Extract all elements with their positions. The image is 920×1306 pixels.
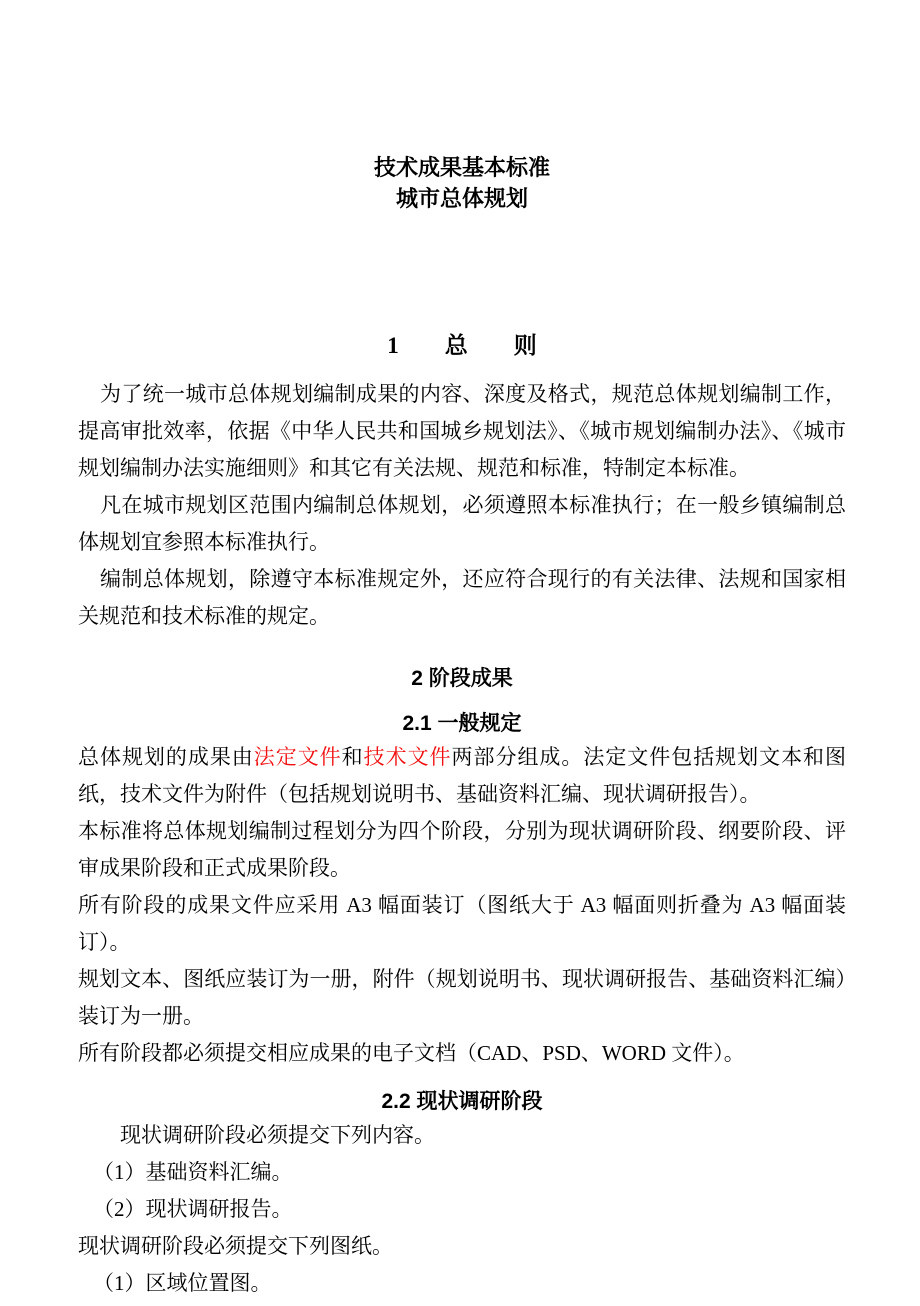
composition-text: 和: [341, 745, 364, 769]
technical-documents-link[interactable]: 技术文件: [363, 745, 452, 769]
section-2-1-paragraph: 本标准将总体规划编制过程划分为四个阶段，分别为现状调研阶段、纲要阶段、评审成果阶段和正式成果阶段。: [78, 819, 846, 880]
content-list-item: （2）现状调研报告。: [93, 1197, 293, 1221]
content-intro-paragraph: 现状调研阶段必须提交下列内容。: [120, 1123, 435, 1147]
section-2-1-paragraph: 所有阶段的成果文件应采用 A3 幅面装订（图纸大于 A3 幅面则折叠为 A3 幅面装订）。: [78, 893, 846, 954]
section-1-paragraph: 凡在城市规划区范围内编制总体规划，必须遵照本标准执行；在一般乡镇编制总体规划宜参照本标准执行。: [78, 493, 846, 554]
section-2-1-paragraph: 所有阶段都必须提交相应成果的电子文档（CAD、PSD、WORD 文件）。: [78, 1041, 745, 1065]
doc-title-line2: 城市总体规划: [395, 186, 528, 211]
composition-text: 总体规划的成果由: [78, 745, 254, 769]
legal-documents-link[interactable]: 法定文件: [253, 745, 342, 769]
section-2-2-heading: 2.2 现状调研阶段: [381, 1090, 543, 1113]
section-1-paragraph: 编制总体规划，除遵守本标准规定外，还应符合现行的有关法律、法规和国家相关规范和技术标准的规定。: [78, 567, 846, 628]
drawing-list-item: （1）区域位置图。: [93, 1271, 272, 1295]
drawings-intro-paragraph: 现状调研阶段必须提交下列图纸。: [78, 1234, 393, 1258]
doc-title-line1: 技术成果基本标准: [373, 155, 550, 180]
content-list-item: （1）基础资料汇编。: [93, 1160, 293, 1184]
section-2-heading: 2 阶段成果: [411, 667, 513, 690]
composition-text: 两部分组成。法定文件包括规划文本和图纸，技术文件为附件（包括规划说明书、基础资料汇编、现状调研报告）。: [78, 745, 847, 806]
section-2-1-heading: 2.1 一般规定: [402, 712, 522, 735]
section-2-1-paragraph: 规划文本、图纸应装订为一册，附件（规划说明书、现状调研报告、基础资料汇编）装订为一册。: [78, 967, 846, 1028]
composition-paragraph: [78, 739, 846, 813]
section-1-heading: 1 总 则: [387, 333, 537, 358]
section-1-paragraph: 为了统一城市总体规划编制成果的内容、深度及格式，规范总体规划编制工作，提高审批效率，依据《中华人民共和国城乡规划法》、《城市规划编制办法》、《城市规划编制办法实施细则》和其它有关法规、规范和标准，特制定本标准。: [78, 382, 846, 480]
